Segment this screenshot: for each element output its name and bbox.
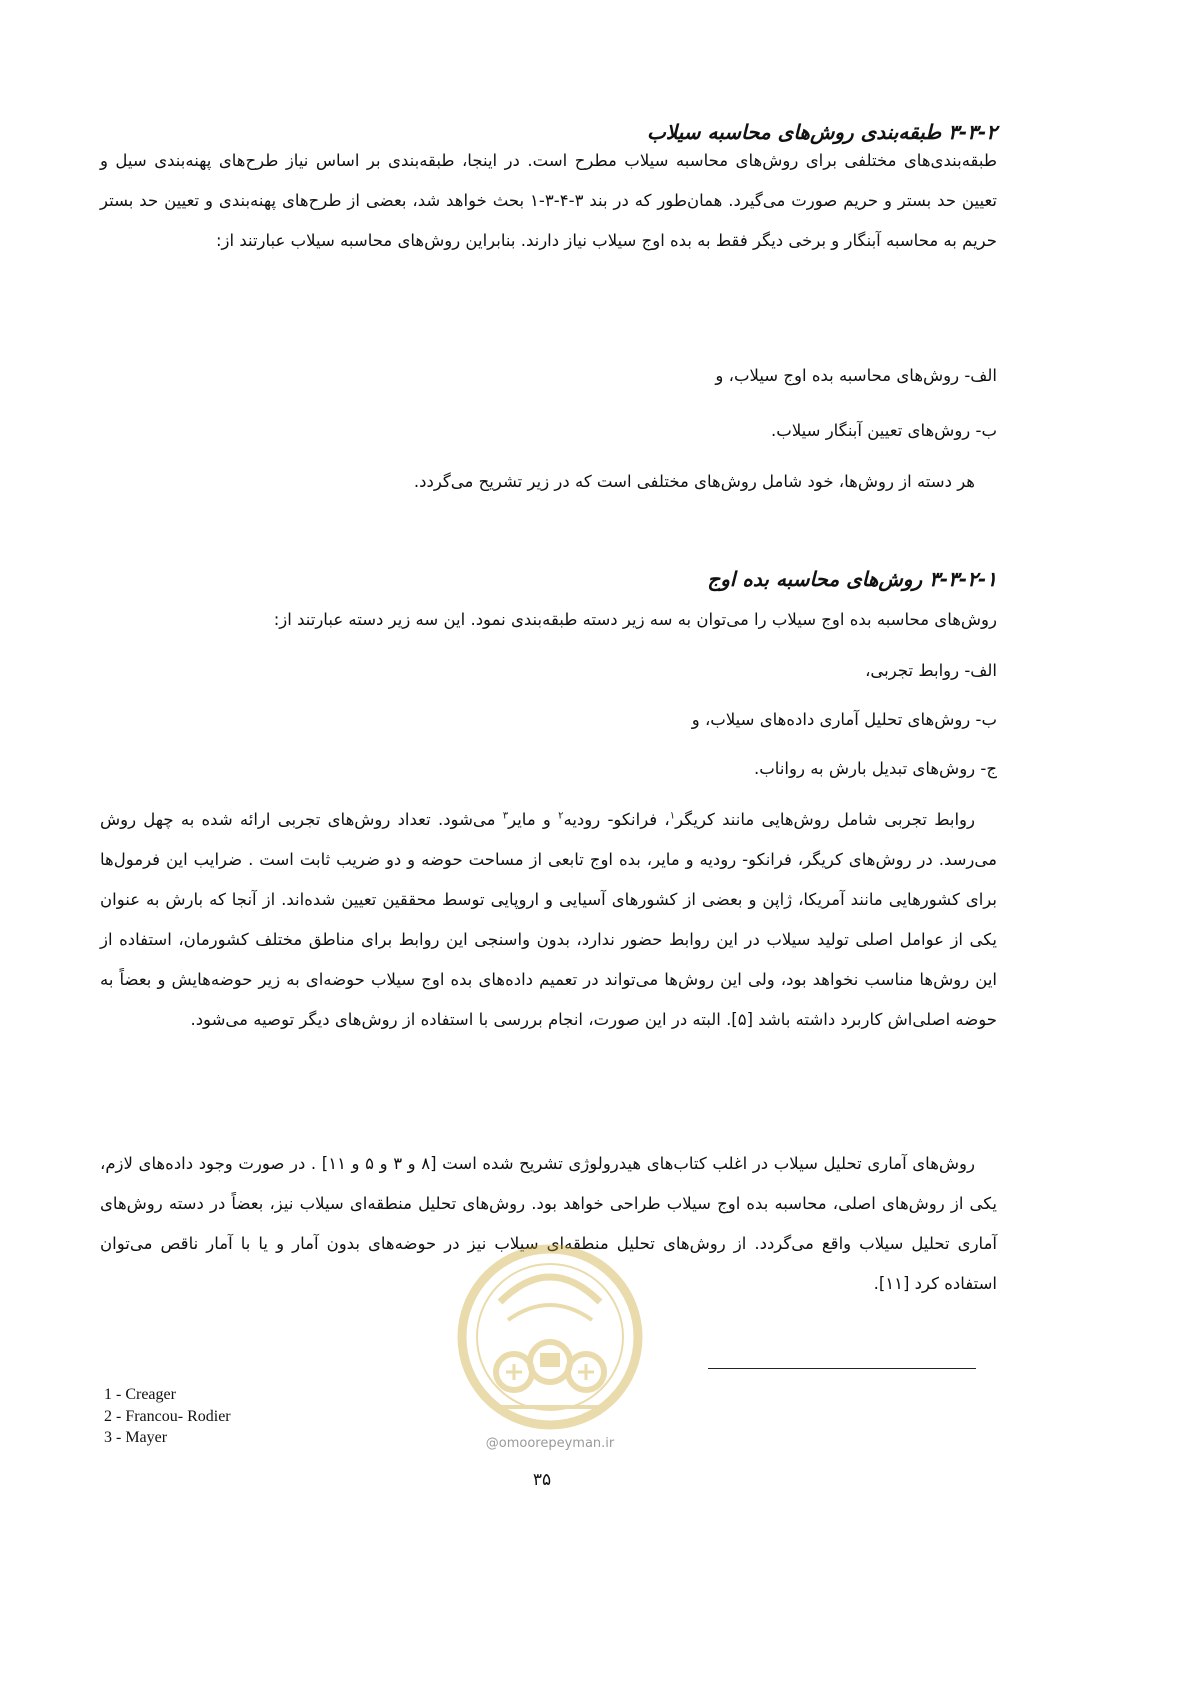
para1-text-1: روابط تجربی شامل روش‌هایی مانند کریگر <box>675 810 975 829</box>
page-number: ۳۵ <box>532 1470 552 1490</box>
para1-text-3: و مایر <box>508 810 559 829</box>
section-heading-3-3-2: ۳-۳-۲ طبقه‌بندی روش‌های محاسبه سیلاب <box>646 120 997 144</box>
section1-closing: هر دسته از روش‌ها، خود شامل روش‌های مختلفی است که در زیر تشریح می‌گردد. <box>413 472 975 491</box>
para1-text-2: ، فرانکو- رودیه <box>563 810 670 829</box>
section1-item-a: الف- روش‌های محاسبه بده اوج سیلاب، و <box>715 366 997 385</box>
footnotes <box>104 1384 404 1449</box>
footnote-divider <box>708 1368 976 1369</box>
section2-item-a: الف- روابط تجربی، <box>865 661 997 680</box>
section2-item-c: ج- روش‌های تبدیل بارش به رواناب. <box>754 759 997 778</box>
footnote-3: 3 - Mayer <box>104 1429 168 1446</box>
section2-paragraph-statistical: روش‌های آماری تحلیل سیلاب در اغلب کتاب‌های هیدرولوژی تشریح شده است [۸ و ۳ و ۵ و ۱۱] . در صورت وجود داده‌های لازم، یکی از روش‌های اصلی، محاسبه بده اوج سیلاب طراحی خواهد بود. روش‌های تحلیل منطقه‌ای سیلاب نیز، بعضاً در دسته روش‌های آماری تحلیل سیلاب واقع می‌گردد. از روش‌های تحلیل منطقه‌ای سیلاب نیز در حوضه‌های بدون آمار و یا با آمار ناقص می‌توان استفاده کرد [۱۱]. <box>100 1154 997 1293</box>
para1-text-4: می‌شود. تعداد روش‌های تجربی ارائه شده به چهل روش می‌رسد. در روش‌های کریگر، فرانکو- رودیه و مایر، بده اوج تابعی از مساحت حوضه و دو ضریب ثابت است . ضرایب این فرمول‌ها برای کشورهایی مانند آمریکا، ژاپن و بعضی از کشورهای آسیایی و اروپایی توسط محققین تعیین شده‌اند. از آنجا که بارش به عنوان یکی از عوامل اصلی تولید سیلاب در این روابط حضور ندارد، بدون واسنجی این روابط برای مناطق مختلف کشورمان، استفاده از این روش‌ها مناسب نخواهد بود، ولی این روش‌ها می‌تواند در تعمیم داده‌های بده اوج سیلاب حوضه‌ای به زیر حوضه‌هایش و بعضاً به حوضه اصلی‌اش کاربرد داشته باشد [۵]. البته در این صورت، انجام بررسی با استفاده از روش‌های دیگر توصیه می‌شود. <box>100 810 997 1029</box>
section1-paragraph: طبقه‌بندی‌های مختلفی برای روش‌های محاسبه سیلاب مطرح است. در اینجا، طبقه‌بندی بر اساس نیاز طرح‌های پهنه‌بندی سیل و تعیین حد بستر و حریم صورت می‌گیرد. همان‌طور که در بند ۳-۴-۳-۱ بحث خواهد شد، بعضی از طرح‌های پهنه‌بندی و تعیین حد بستر حریم به محاسبه آبنگار و برخی دیگر فقط به بده اوج سیلاب نیاز دارند. بنابراین روش‌های محاسبه سیلاب عبارتند از: <box>100 151 997 250</box>
section1-item-b: ب- روش‌های تعیین آبنگار سیلاب. <box>771 421 997 440</box>
watermark-url: @omoorepeyman.ir <box>485 1436 615 1451</box>
footnote-ref-1[interactable]: ۱ <box>669 810 676 822</box>
section-heading-3-3-2-1: ۳-۳-۲-۱ روش‌های محاسبه بده اوج <box>707 567 997 591</box>
footnote-2: 2 - Francou- Rodier <box>104 1407 231 1425</box>
footnote-ref-3[interactable]: ۳ <box>502 810 509 822</box>
section2-paragraph-empirical <box>100 800 997 1040</box>
section2-intro: روش‌های محاسبه بده اوج سیلاب را می‌توان به سه زیر دسته طبقه‌بندی نمود. این سه زیر دسته عبارتند از: <box>273 610 997 629</box>
footnote-1: 1 - Creager <box>104 1386 176 1403</box>
footnote-ref-2[interactable]: ۲ <box>558 810 564 822</box>
section2-item-b: ب- روش‌های تحلیل آماری داده‌های سیلاب، و <box>691 710 997 729</box>
